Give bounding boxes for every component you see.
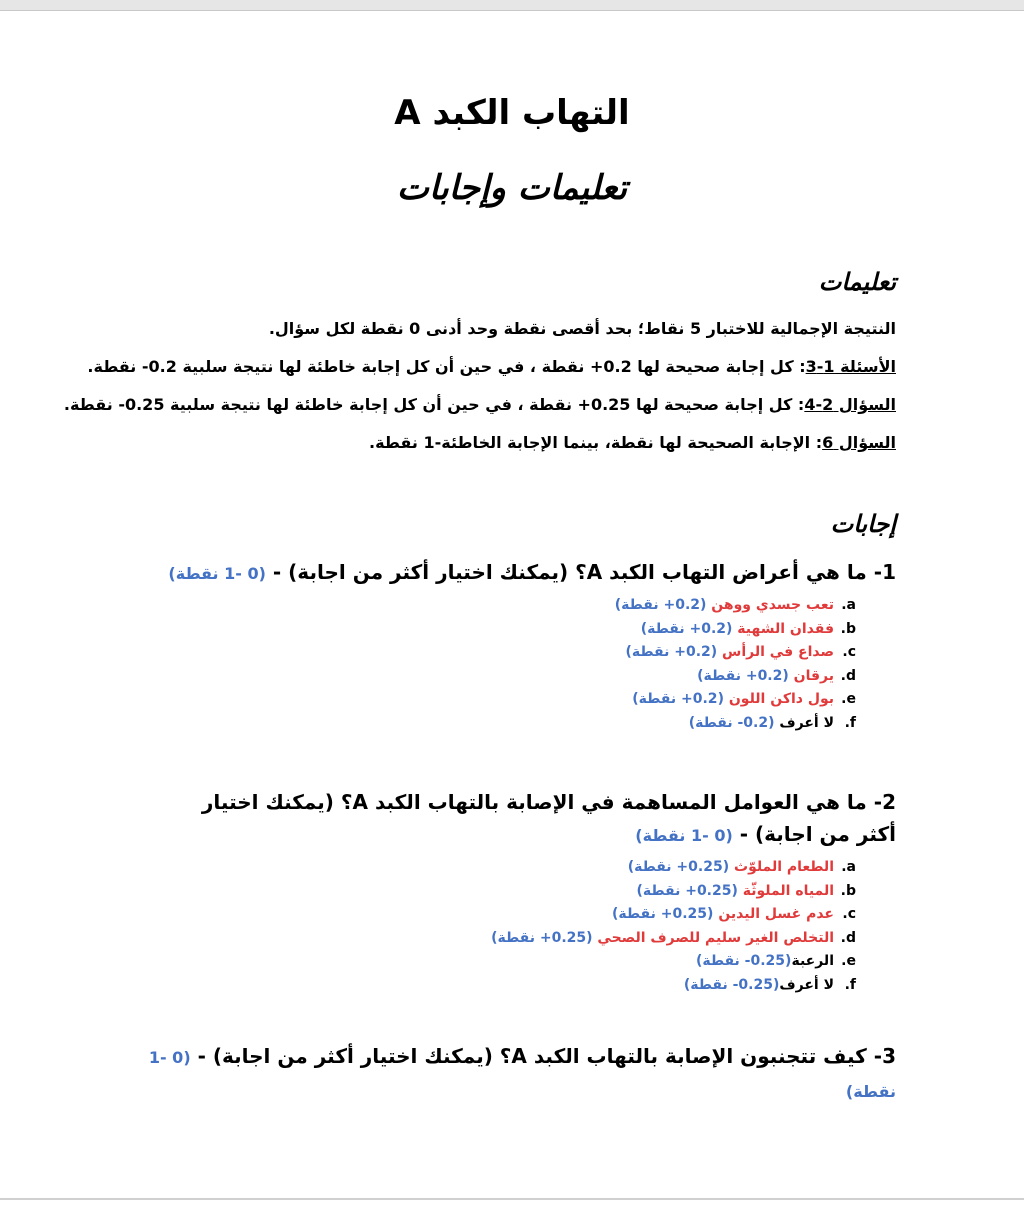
option-text: التخلص الغير سليم للصرف الصحي [597, 929, 834, 946]
instructions-rule-2 [63, 386, 896, 424]
option-text: بول داكن اللون [728, 691, 834, 707]
page-bottom-divider [0, 1198, 1024, 1200]
option-score: (0.2+ نقطة) [640, 620, 733, 637]
question-1-options [116, 594, 896, 735]
question-2 [196, 786, 896, 997]
option-letter: f. [844, 976, 856, 993]
option-letter: b. [840, 620, 856, 637]
answers-section [116, 510, 896, 538]
option-score: (0.2+ نقطة) [697, 667, 789, 684]
question-number: 1- [873, 560, 896, 584]
question-prompt: ما هي أعراض التهاب الكبد A؟ (يمكنك اختيار أكثر من اجابة) - [272, 560, 867, 584]
instructions-heading: تعليمات [818, 268, 896, 296]
rule-3-text: : الإجابة الصحيحة لها نقطة، بينما الإجابة الخاطئة-1 نقطة. [369, 433, 823, 452]
option-text: المياه الملوثّة [742, 882, 834, 899]
page-subtitle: تعليمات وإجابات [396, 168, 628, 209]
option-text: لا أعرف [779, 714, 834, 731]
option-text: تعب جسدي ووهن [711, 597, 834, 613]
rule-1-text: : كل إجابة صحيحة لها 0.2+ نقطة ، في حين أن كل إجابة خاطئة لها نتيجة سلبية 0.2- نقطة. [87, 357, 806, 376]
option-score: (0.2+ نقطة) [614, 597, 707, 613]
option-c [196, 903, 856, 927]
page-title: التهاب الكبد A [394, 92, 630, 133]
question-1 [116, 556, 896, 735]
question-2-options [196, 856, 896, 997]
question-score: (0 -1 نقطة) [168, 564, 266, 583]
option-score: (0.25+ نقطة) [491, 929, 593, 946]
option-letter: a. [841, 859, 856, 875]
option-letter: a. [841, 597, 856, 613]
rule-3-label: السؤال 6 [822, 433, 896, 452]
instructions-rule-3 [116, 424, 896, 462]
option-score: (0.2- نقطة) [688, 714, 775, 731]
option-letter: e. [841, 953, 856, 969]
option-score: (0.25- نقطة) [695, 953, 792, 969]
window-top-bar [0, 0, 1024, 11]
question-1-text [116, 556, 896, 590]
option-text: صداع في الرأس [722, 644, 834, 660]
option-score: (0.25+ نقطة) [636, 882, 738, 899]
question-3 [116, 1040, 896, 1108]
option-score: (0.25+ نقطة) [627, 859, 730, 875]
option-d [116, 665, 856, 689]
option-d [196, 927, 856, 951]
question-prompt: ما هي العوامل المساهمة في الإصابة بالتهاب الكبد A؟ (يمكنك اختيار أكثر من اجابة) - [201, 790, 896, 846]
option-score: (0.25- نقطة) [683, 976, 780, 993]
option-text: فقدان الشهية [737, 620, 834, 637]
option-text: لا أعرف [779, 976, 834, 993]
option-score: (0.2+ نقطة) [632, 691, 724, 707]
option-f [196, 974, 856, 998]
option-text: عدم غسل اليدين [718, 906, 834, 922]
option-score: (0.2+ نقطة) [625, 644, 718, 660]
option-text: الطعام الملوّث [734, 859, 834, 875]
question-score: (0 -1 نقطة) [635, 826, 733, 845]
question-number: 3- [873, 1044, 896, 1068]
instructions-rule-1 [87, 348, 896, 386]
question-score: (0 -1 نقطة) [148, 1048, 896, 1101]
option-b [116, 618, 856, 642]
option-letter: f. [844, 714, 856, 731]
option-b [196, 880, 856, 904]
option-text: الرعبة [791, 953, 834, 969]
question-2-text [196, 786, 896, 852]
rule-2-label: السؤال 2-4 [804, 395, 896, 414]
option-letter: d. [840, 667, 856, 684]
answers-heading: إجابات [830, 510, 896, 538]
question-prompt: كيف تتجنبون الإصابة بالتهاب الكبد A؟ (يمكنك اختيار أكثر من اجابة) - [197, 1044, 867, 1068]
option-text: يرقان [793, 667, 834, 684]
option-e [196, 950, 856, 974]
option-letter: d. [840, 929, 856, 946]
instructions-total: النتيجة الإجمالية للاختبار 5 نقاط؛ بحد أقصى نقطة وحد أدنى 0 نقطة لكل سؤال. [268, 319, 896, 338]
option-a [116, 594, 856, 618]
rule-2-text: : كل إجابة صحيحة لها 0.25+ نقطة ، في حين أن كل إجابة خاطئة لها نتيجة سلبية 0.25- نقطة. [63, 395, 805, 414]
option-letter: c. [842, 906, 856, 922]
option-a [196, 856, 856, 880]
question-number: 2- [873, 790, 896, 814]
option-letter: c. [842, 644, 856, 660]
option-score: (0.25+ نقطة) [612, 906, 714, 922]
question-3-text [116, 1040, 896, 1108]
instructions-section [63, 268, 896, 462]
option-f [116, 712, 856, 736]
option-letter: e. [841, 691, 856, 707]
option-e [116, 688, 856, 712]
option-letter: b. [840, 882, 856, 899]
rule-1-label: الأسئلة 1-3 [805, 357, 896, 376]
option-c [116, 641, 856, 665]
